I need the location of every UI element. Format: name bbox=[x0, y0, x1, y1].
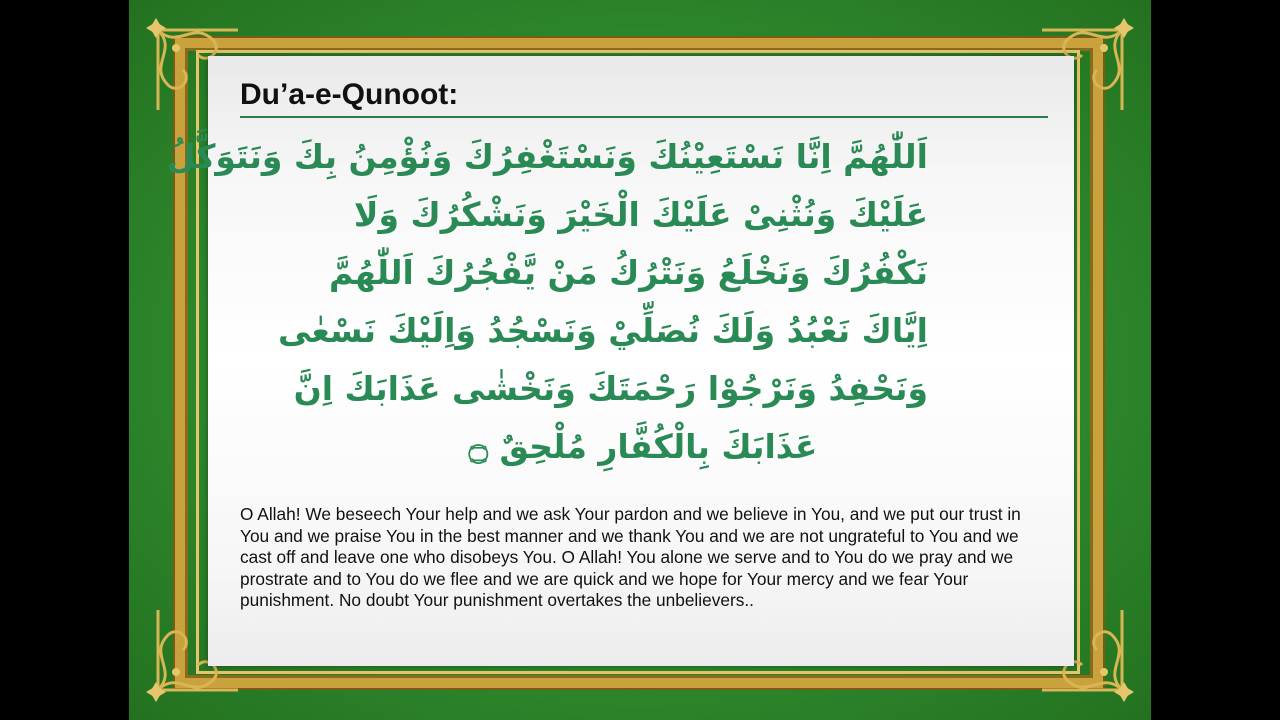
content-panel bbox=[166, 56, 1074, 666]
arabic-line: اَللّٰهُمَّ اِنَّا نَسْتَعِيْنُكَ وَنَسْتَغْفِرُكَ وَنُؤْمِنُ بِكَ وَنَتَوَكَّلُ bbox=[166, 137, 928, 176]
arabic-line: نَكْفُرُكَ وَنَخْلَعُ وَنَتْرُكُ مَنْ يَّفْجُرُكَ اَللّٰهُمَّ bbox=[328, 253, 928, 292]
arabic-line: عَذَابَكَ بِالْكُفَّارِ مُلْحِقٌ ۝ bbox=[468, 427, 818, 466]
page-title: Du’a-e-Qunoot: bbox=[240, 78, 459, 111]
arabic-line: وَنَحْفِدُ وَنَرْجُوْا رَحْمَتَكَ وَنَخْشٰى عَذَابَكَ اِنَّ bbox=[293, 369, 928, 408]
english-translation: O Allah! We beseech Your help and we ask Your pardon and we believe in You, and we put our trust in You and we praise You in the best manner and we thank You and we are not ungrateful to You and we cast off and leave one who disobeys You. O Allah! You alone we serve and to You do we pray and we prostrate and to You do we flee and we are quick and we hope for Your mercy and we fear Your punishment. No doubt Your punishment overtakes the unbelievers.. bbox=[240, 504, 1021, 611]
arabic-line: عَلَيْكَ وَنُثْنِیْ عَلَيْكَ الْخَيْرَ وَنَشْكُرُكَ وَلَا bbox=[353, 195, 928, 234]
arabic-dua-text bbox=[166, 128, 928, 476]
title-divider bbox=[240, 116, 1048, 118]
arabic-line: اِيَّاكَ نَعْبُدُ وَلَكَ نُصَلِّيْ وَنَسْجُدُ وَاِلَيْكَ نَسْعٰى bbox=[278, 311, 928, 350]
